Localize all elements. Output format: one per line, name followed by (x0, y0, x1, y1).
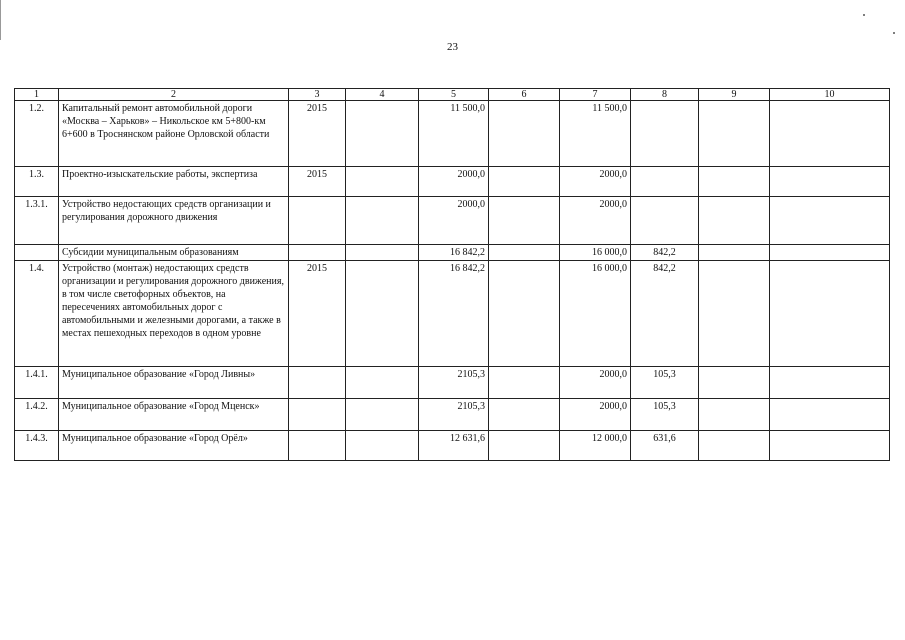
column-header: 7 (560, 89, 631, 101)
column-header: 1 (15, 89, 59, 101)
row-total: 2105,3 (419, 367, 489, 399)
table-header-row (15, 89, 890, 101)
row-col10 (770, 245, 890, 261)
table-row (15, 261, 890, 367)
row-number: 1.3.1. (15, 197, 59, 245)
table-row (15, 431, 890, 461)
row-year (289, 197, 346, 245)
scan-edge-mark (0, 0, 1, 40)
column-header: 10 (770, 89, 890, 101)
row-col6 (489, 399, 560, 431)
row-description: Устройство (монтаж) недостающих средств организации и регулирования дорожного движения, в том числе светофорных объектов, на пересечениях автомобильных дорог с автомобильными и железными дорогами, а также в местах пешеходных переходов в одном уровне (59, 261, 289, 367)
column-header: 2 (59, 89, 289, 101)
column-header: 5 (419, 89, 489, 101)
row-col8: 842,2 (631, 245, 699, 261)
page-number: 23 (447, 41, 458, 53)
scan-speck (863, 14, 865, 16)
row-col4 (346, 399, 419, 431)
row-col10 (770, 367, 890, 399)
column-header: 6 (489, 89, 560, 101)
row-number: 1.4. (15, 261, 59, 367)
scan-speck (893, 32, 895, 34)
row-col4 (346, 197, 419, 245)
row-col6 (489, 261, 560, 367)
row-col4 (346, 101, 419, 167)
row-total: 2105,3 (419, 399, 489, 431)
budget-table (14, 88, 890, 461)
row-col10 (770, 431, 890, 461)
row-col10 (770, 101, 890, 167)
row-col4 (346, 245, 419, 261)
row-col4 (346, 261, 419, 367)
row-description: Устройство недостающих средств организации и регулирования дорожного движения (59, 197, 289, 245)
row-description: Проектно-изыскательские работы, экспертиза (59, 167, 289, 197)
row-year (289, 399, 346, 431)
row-description: Муниципальное образование «Город Ливны» (59, 367, 289, 399)
row-col10 (770, 399, 890, 431)
row-col6 (489, 101, 560, 167)
column-header: 9 (699, 89, 770, 101)
row-col10 (770, 167, 890, 197)
row-col8: 105,3 (631, 399, 699, 431)
row-number: 1.4.2. (15, 399, 59, 431)
row-col6 (489, 431, 560, 461)
row-col7: 2000,0 (560, 367, 631, 399)
row-col4 (346, 367, 419, 399)
row-col8: 105,3 (631, 367, 699, 399)
row-col9 (699, 167, 770, 197)
row-col8: 842,2 (631, 261, 699, 367)
row-col7: 2000,0 (560, 167, 631, 197)
row-col10 (770, 197, 890, 245)
row-col7: 2000,0 (560, 197, 631, 245)
row-number: 1.4.1. (15, 367, 59, 399)
row-col7: 11 500,0 (560, 101, 631, 167)
row-col6 (489, 367, 560, 399)
row-number: 1.3. (15, 167, 59, 197)
row-year (289, 367, 346, 399)
row-total: 16 842,2 (419, 261, 489, 367)
row-col7: 16 000,0 (560, 261, 631, 367)
row-col4 (346, 167, 419, 197)
row-total: 2000,0 (419, 197, 489, 245)
row-year: 2015 (289, 261, 346, 367)
row-col7: 2000,0 (560, 399, 631, 431)
row-year (289, 431, 346, 461)
row-year (289, 245, 346, 261)
row-col8 (631, 101, 699, 167)
row-total: 16 842,2 (419, 245, 489, 261)
row-col6 (489, 245, 560, 261)
row-col10 (770, 261, 890, 367)
row-year: 2015 (289, 101, 346, 167)
table-row (15, 167, 890, 197)
row-col6 (489, 167, 560, 197)
row-description: Муниципальное образование «Город Мценск» (59, 399, 289, 431)
row-description: Муниципальное образование «Город Орёл» (59, 431, 289, 461)
row-col9 (699, 367, 770, 399)
column-header: 8 (631, 89, 699, 101)
row-col7: 16 000,0 (560, 245, 631, 261)
table-row (15, 367, 890, 399)
row-total: 11 500,0 (419, 101, 489, 167)
row-col9 (699, 197, 770, 245)
row-col9 (699, 261, 770, 367)
row-col9 (699, 245, 770, 261)
row-year: 2015 (289, 167, 346, 197)
row-number: 1.4.3. (15, 431, 59, 461)
row-col8 (631, 197, 699, 245)
row-total: 12 631,6 (419, 431, 489, 461)
row-description: Капитальный ремонт автомобильной дороги «Москва – Харьков» – Никольское км 5+800-км 6+600 в Троснянском районе Орловской области (59, 101, 289, 167)
row-col9 (699, 431, 770, 461)
row-col9 (699, 399, 770, 431)
row-total: 2000,0 (419, 167, 489, 197)
row-number (15, 245, 59, 261)
row-number: 1.2. (15, 101, 59, 167)
row-col8 (631, 167, 699, 197)
table-row (15, 245, 890, 261)
table-row (15, 101, 890, 167)
table-row (15, 197, 890, 245)
row-col8: 631,6 (631, 431, 699, 461)
table-row (15, 399, 890, 431)
column-header: 4 (346, 89, 419, 101)
row-col4 (346, 431, 419, 461)
row-col7: 12 000,0 (560, 431, 631, 461)
row-description: Субсидии муниципальным образованиям (59, 245, 289, 261)
row-col9 (699, 101, 770, 167)
row-col6 (489, 197, 560, 245)
column-header: 3 (289, 89, 346, 101)
